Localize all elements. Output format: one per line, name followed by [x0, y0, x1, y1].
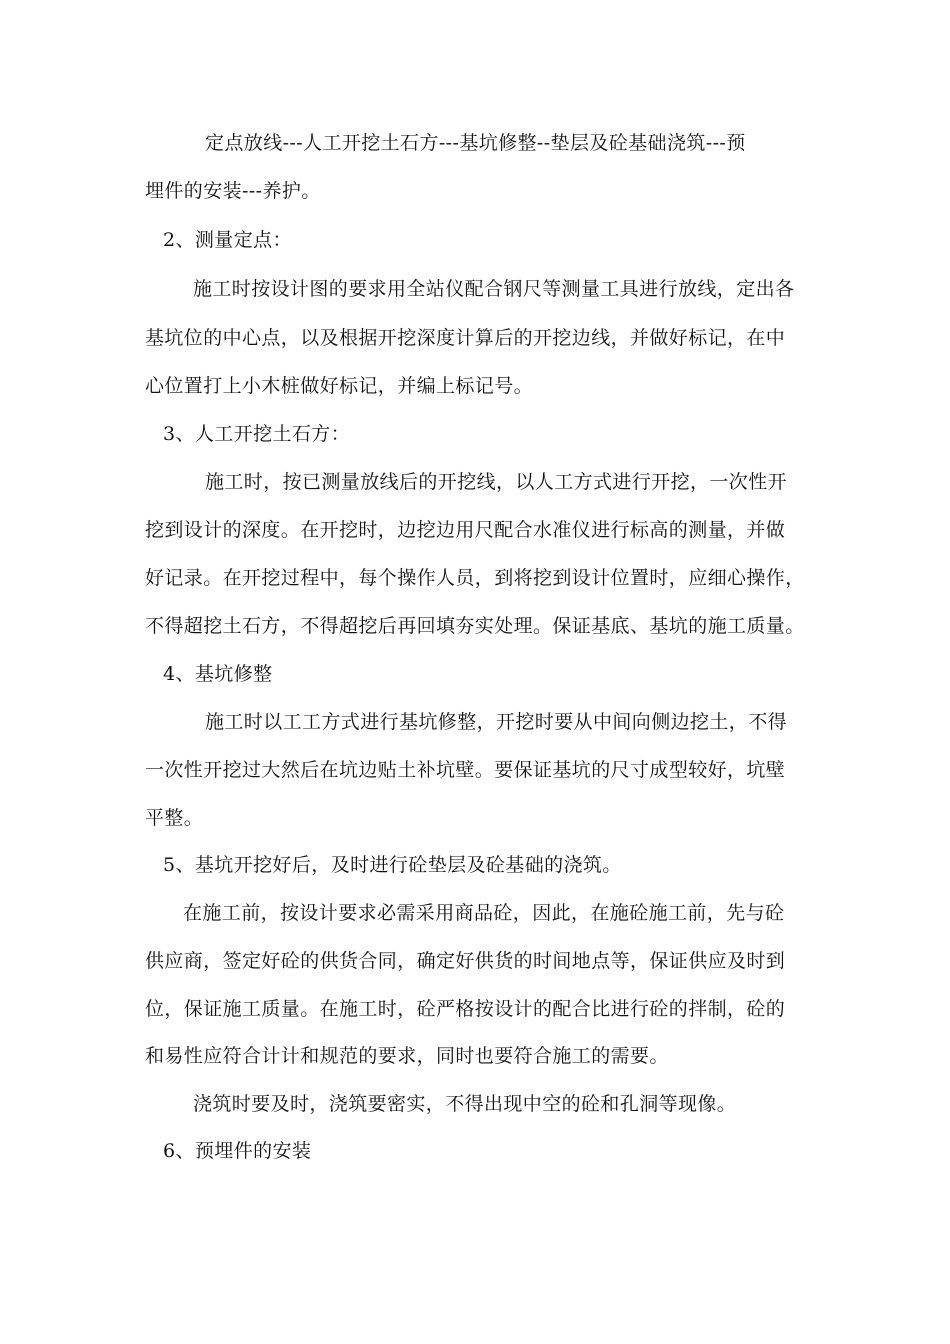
paragraph-line: 定点放线---人工开挖土石方---基坑修整--垫层及砼基础浇筑---预 [205, 132, 746, 154]
paragraph-line: 平整。 [145, 807, 204, 829]
paragraph-line: 挖到设计的深度。在开挖时，边挖边用尺配合水准仪进行标高的测量，并做 [145, 519, 786, 541]
paragraph-line: 心位置打上小木桩做好标记，并编上标记号。 [145, 375, 534, 397]
paragraph-line: 一次性开挖过大然后在坑边贴土补坑壁。要保证基坑的尺寸成型较好，坑壁 [145, 759, 786, 781]
paragraph-line: 在施工前，按设计要求必需采用商品砼，因此，在施砼施工前，先与砼 [183, 902, 785, 924]
section-heading: 2、测量定点： [163, 229, 292, 251]
paragraph-line: 位，保证施工质量。在施工时，砼严格按设计的配合比进行砼的拌制，砼的 [145, 998, 786, 1020]
paragraph-line: 基坑位的中心点，以及根据开挖深度计算后的开挖边线，并做好标记，在中 [145, 327, 786, 349]
section-heading: 4、基坑修整 [163, 663, 273, 685]
paragraph-line: 好记录。在开挖过程中，每个操作人员，到将挖到设计位置时，应细心操作， [145, 567, 805, 589]
paragraph-line: 施工时以工工方式进行基坑修整，开挖时要从中间向侧边挖土，不得 [205, 711, 788, 733]
paragraph-line: 埋件的安装---养护。 [145, 180, 321, 202]
paragraph-line: 不得超挖土石方，不得超挖后再回填夯实处理。保证基底、基坑的施工质量。 [145, 615, 805, 637]
paragraph-line: 施工时按设计图的要求用全站仪配合钢尺等测量工具进行放线，定出各 [193, 278, 795, 300]
paragraph-line: 和易性应符合计计和规范的要求，同时也要符合施工的需要。 [145, 1045, 669, 1067]
paragraph-line: 施工时，按已测量放线后的开挖线，以人工方式进行开挖，一次性开 [205, 471, 788, 493]
paragraph-line: 浇筑时要及时，浇筑要密实，不得出现中空的砼和孔洞等现像。 [193, 1093, 737, 1115]
section-heading: 6、预埋件的安装 [163, 1140, 312, 1162]
section-heading: 5、基坑开挖好后，及时进行砼垫层及砼基础的浇筑。 [163, 854, 622, 876]
paragraph-line: 供应商，签定好砼的供货合同，确定好供货的时间地点等，保证供应及时到 [145, 950, 786, 972]
section-heading: 3、人工开挖土石方： [163, 423, 351, 445]
